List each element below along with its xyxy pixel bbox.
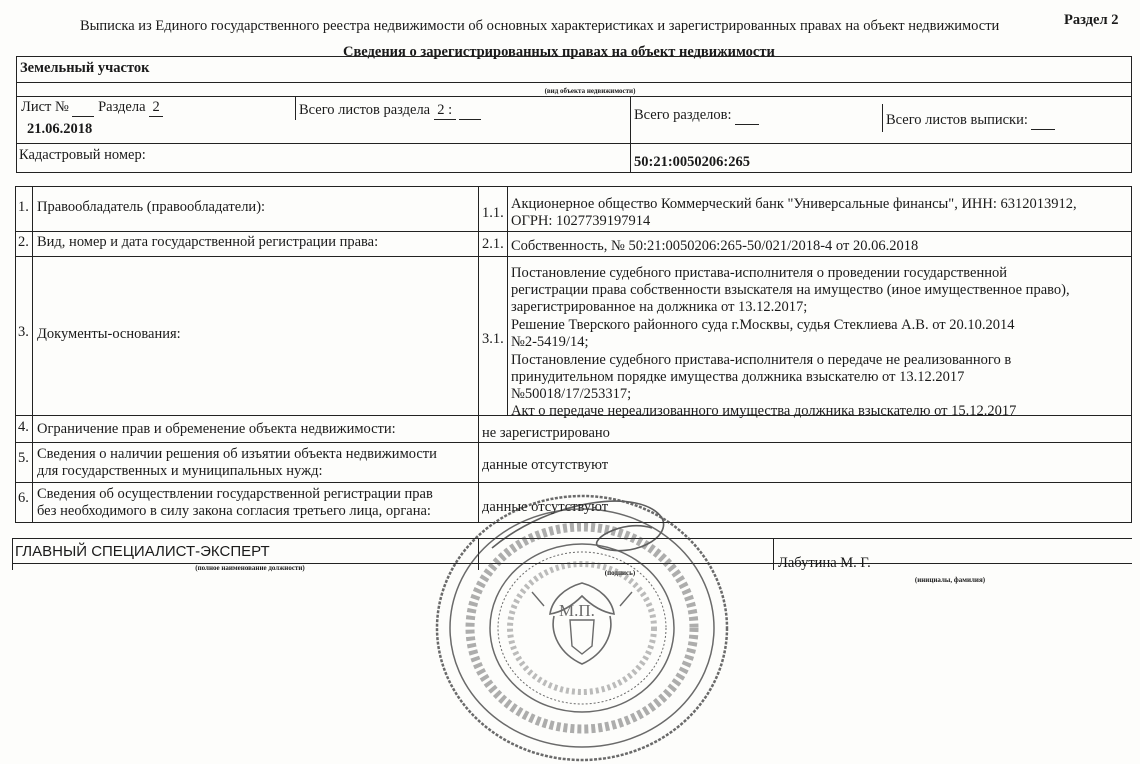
signer-name: Лабутина М. Г. [778, 555, 871, 571]
row-subnumber: 3.1. [482, 331, 504, 347]
name-caption: (инициалы, фамилия) [914, 576, 986, 584]
signature-caption: (подпись) [604, 569, 636, 577]
extract-date: 21.06.2018 [27, 121, 93, 137]
row-value: не зарегистрировано [482, 425, 610, 441]
row-number: 4. [18, 419, 29, 435]
sheet-number: Лист № Раздела 2 [21, 99, 163, 117]
row-value: Акционерное общество Коммерческий банк "Универсальные финансы", ИНН: 6312013912, ОГРН: 1027739197914 [511, 196, 1077, 229]
document-title: Выписка из Единого государственного реестра недвижимости об основных характеристиках и зарегистрированных правах на объект недвижимости [80, 18, 1000, 34]
row-value: Собственность, № 50:21:0050206:265-50/021/2018-4 от 20.06.2018 [511, 238, 919, 254]
total-sections: Всего разделов: [634, 107, 759, 125]
row-label: Документы-основания: [37, 326, 181, 342]
object-type: Земельный участок [20, 60, 150, 76]
row-value: данные отсутствуют [482, 499, 609, 515]
row-label: Ограничение прав и обременение объекта недвижимости: [37, 421, 396, 437]
row-label: Сведения об осуществлении государственной регистрации прав без необходимого в силу закона согласия третьего лица, органа: [37, 486, 433, 519]
position-caption: (полное наименование должности) [195, 564, 305, 572]
total-sheets-extract: Всего листов выписки: [886, 112, 1055, 130]
row-label: Сведения о наличии решения об изъятии объекта недвижимости для государственных и муниципальных нужд: [37, 446, 437, 479]
row-number: 3. [18, 324, 29, 340]
row-subnumber: 2.1. [482, 236, 504, 252]
row-number: 6. [18, 490, 29, 506]
official-seal-stamp [432, 488, 732, 764]
row-value: Постановление судебного пристава-исполнителя о проведении государственной регистрации права собственности взыскателя на имущество (иное имущественное право), зарегистрированное на должника от 13.12.2017; Решение Тверского районного суда г.Москвы, судья Стеклиева А.В. от 20.10.2014 №2-5419/14; Постановление судебного пристава-исполнителя о передаче не реализованного в принудительном порядке имущества должника взыскателю от 13.12.2017 №50018/17/253317; Акт о передаче нереализованного имущества должника взыскателю от 15.12.2017 [511, 265, 1070, 419]
cadastral-label: Кадастровый номер: [19, 147, 146, 163]
document-subtitle: Сведения о зарегистрированных правах на объект недвижимости [343, 44, 775, 60]
object-type-caption: (вид объекта недвижимости) [544, 87, 636, 95]
row-label: Вид, номер и дата государственной регистрации права: [37, 234, 379, 250]
total-sheets-section: Всего листов раздела 2 : [299, 102, 481, 120]
row-number: 5. [18, 450, 29, 466]
row-value: данные отсутствуют [482, 457, 609, 473]
row-label: Правообладатель (правообладатели): [37, 199, 266, 215]
seal-center-text: М.П. [559, 601, 595, 620]
row-number: 2. [18, 234, 29, 250]
row-number: 1. [18, 199, 29, 215]
signer-position: ГЛАВНЫЙ СПЕЦИАЛИСТ-ЭКСПЕРТ [15, 543, 270, 560]
section-label: Раздел 2 [1064, 12, 1119, 28]
row-subnumber: 1.1. [482, 205, 504, 221]
cadastral-number: 50:21:0050206:265 [634, 154, 750, 170]
